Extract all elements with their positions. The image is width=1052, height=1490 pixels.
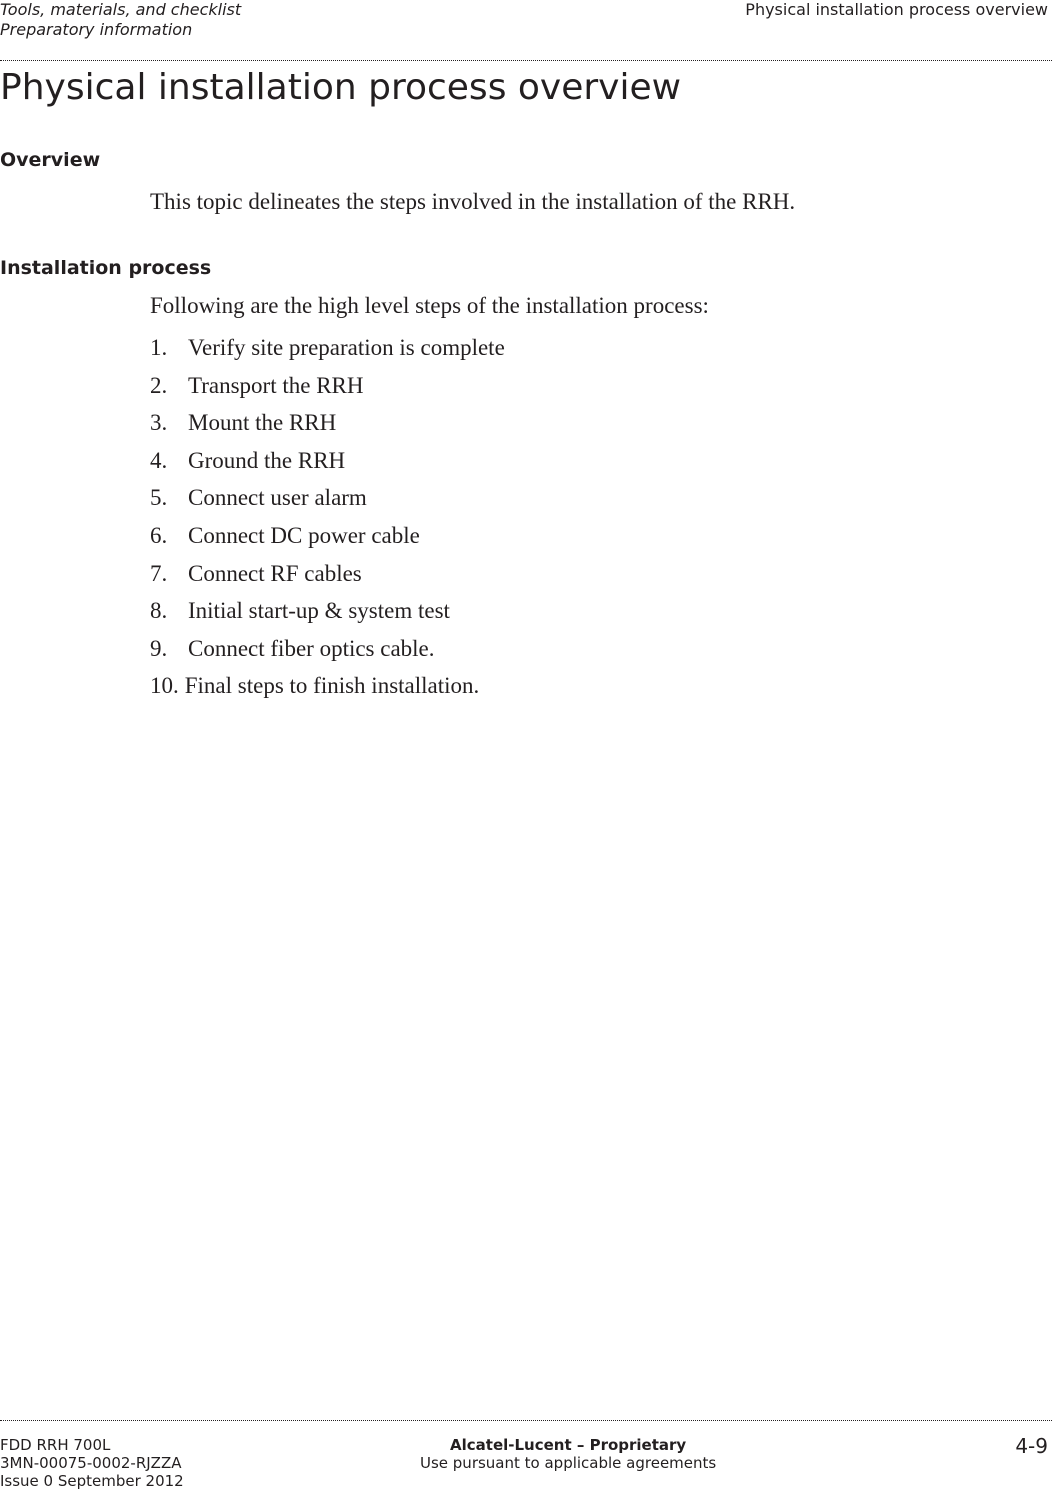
- header-chapter-info: [0, 0, 241, 40]
- footer-issue-date: Issue 0 September 2012: [0, 1472, 184, 1490]
- list-item: [150, 447, 505, 485]
- step-number: 8.: [150, 598, 168, 624]
- page-title: Physical installation process overview: [0, 67, 682, 108]
- footer-document-number: 3MN-00075-0002-RJZZA: [0, 1454, 182, 1472]
- running-footer: [0, 1420, 1052, 1490]
- step-text: Connect user alarm: [188, 485, 367, 511]
- overview-heading: Overview: [0, 149, 101, 171]
- footer-proprietary-label: Alcatel-Lucent – Proprietary: [450, 1436, 687, 1454]
- step-text: Connect fiber optics cable.: [188, 635, 435, 661]
- step-number: 4.: [150, 447, 168, 473]
- step-number: 9.: [150, 635, 168, 661]
- step-text: Connect DC power cable: [188, 522, 420, 548]
- list-item: [150, 484, 505, 522]
- footer-document-info: [0, 1436, 184, 1490]
- installation-intro: Following are the high level steps of the installation process:: [150, 293, 709, 318]
- list-item: [150, 372, 505, 410]
- list-item: [150, 597, 505, 635]
- page-number: 4-9: [1015, 1434, 1048, 1458]
- step-number: 10.: [150, 673, 179, 699]
- step-text: Ground the RRH: [188, 447, 346, 473]
- step-text: Verify site preparation is complete: [188, 335, 505, 360]
- step-number: 3.: [150, 410, 168, 436]
- installation-heading: Installation process: [0, 257, 212, 279]
- list-item: [150, 672, 505, 710]
- overview-text: This topic delineates the steps involved in the installation of the RRH.: [150, 189, 796, 214]
- header-divider: [0, 60, 1052, 61]
- step-number: 6.: [150, 522, 168, 548]
- header-topic-title: Physical installation process overview: [745, 0, 1048, 19]
- list-item: [150, 635, 505, 673]
- step-text: Mount the RRH: [188, 410, 337, 436]
- step-number: 7.: [150, 560, 168, 586]
- step-text: Final steps to finish installation.: [184, 673, 480, 699]
- footer-usage-notice: Use pursuant to applicable agreements: [420, 1454, 717, 1472]
- running-header: [0, 0, 1052, 60]
- footer-proprietary-notice: [420, 1436, 716, 1472]
- header-section-title: Preparatory information: [0, 20, 193, 39]
- step-text: Connect RF cables: [188, 560, 362, 586]
- list-item: [150, 409, 505, 447]
- step-text: Transport the RRH: [188, 372, 364, 398]
- header-chapter-title: Tools, materials, and checklist: [0, 0, 242, 19]
- footer-product-name: FDD RRH 700L: [0, 1436, 111, 1454]
- installation-steps-list: [150, 334, 505, 710]
- list-item: [150, 560, 505, 598]
- step-number: 2.: [150, 372, 168, 398]
- list-item: [150, 334, 505, 372]
- step-text: Initial start-up & system test: [188, 598, 450, 624]
- step-number: 1.: [150, 335, 168, 360]
- step-number: 5.: [150, 485, 168, 511]
- list-item: [150, 522, 505, 560]
